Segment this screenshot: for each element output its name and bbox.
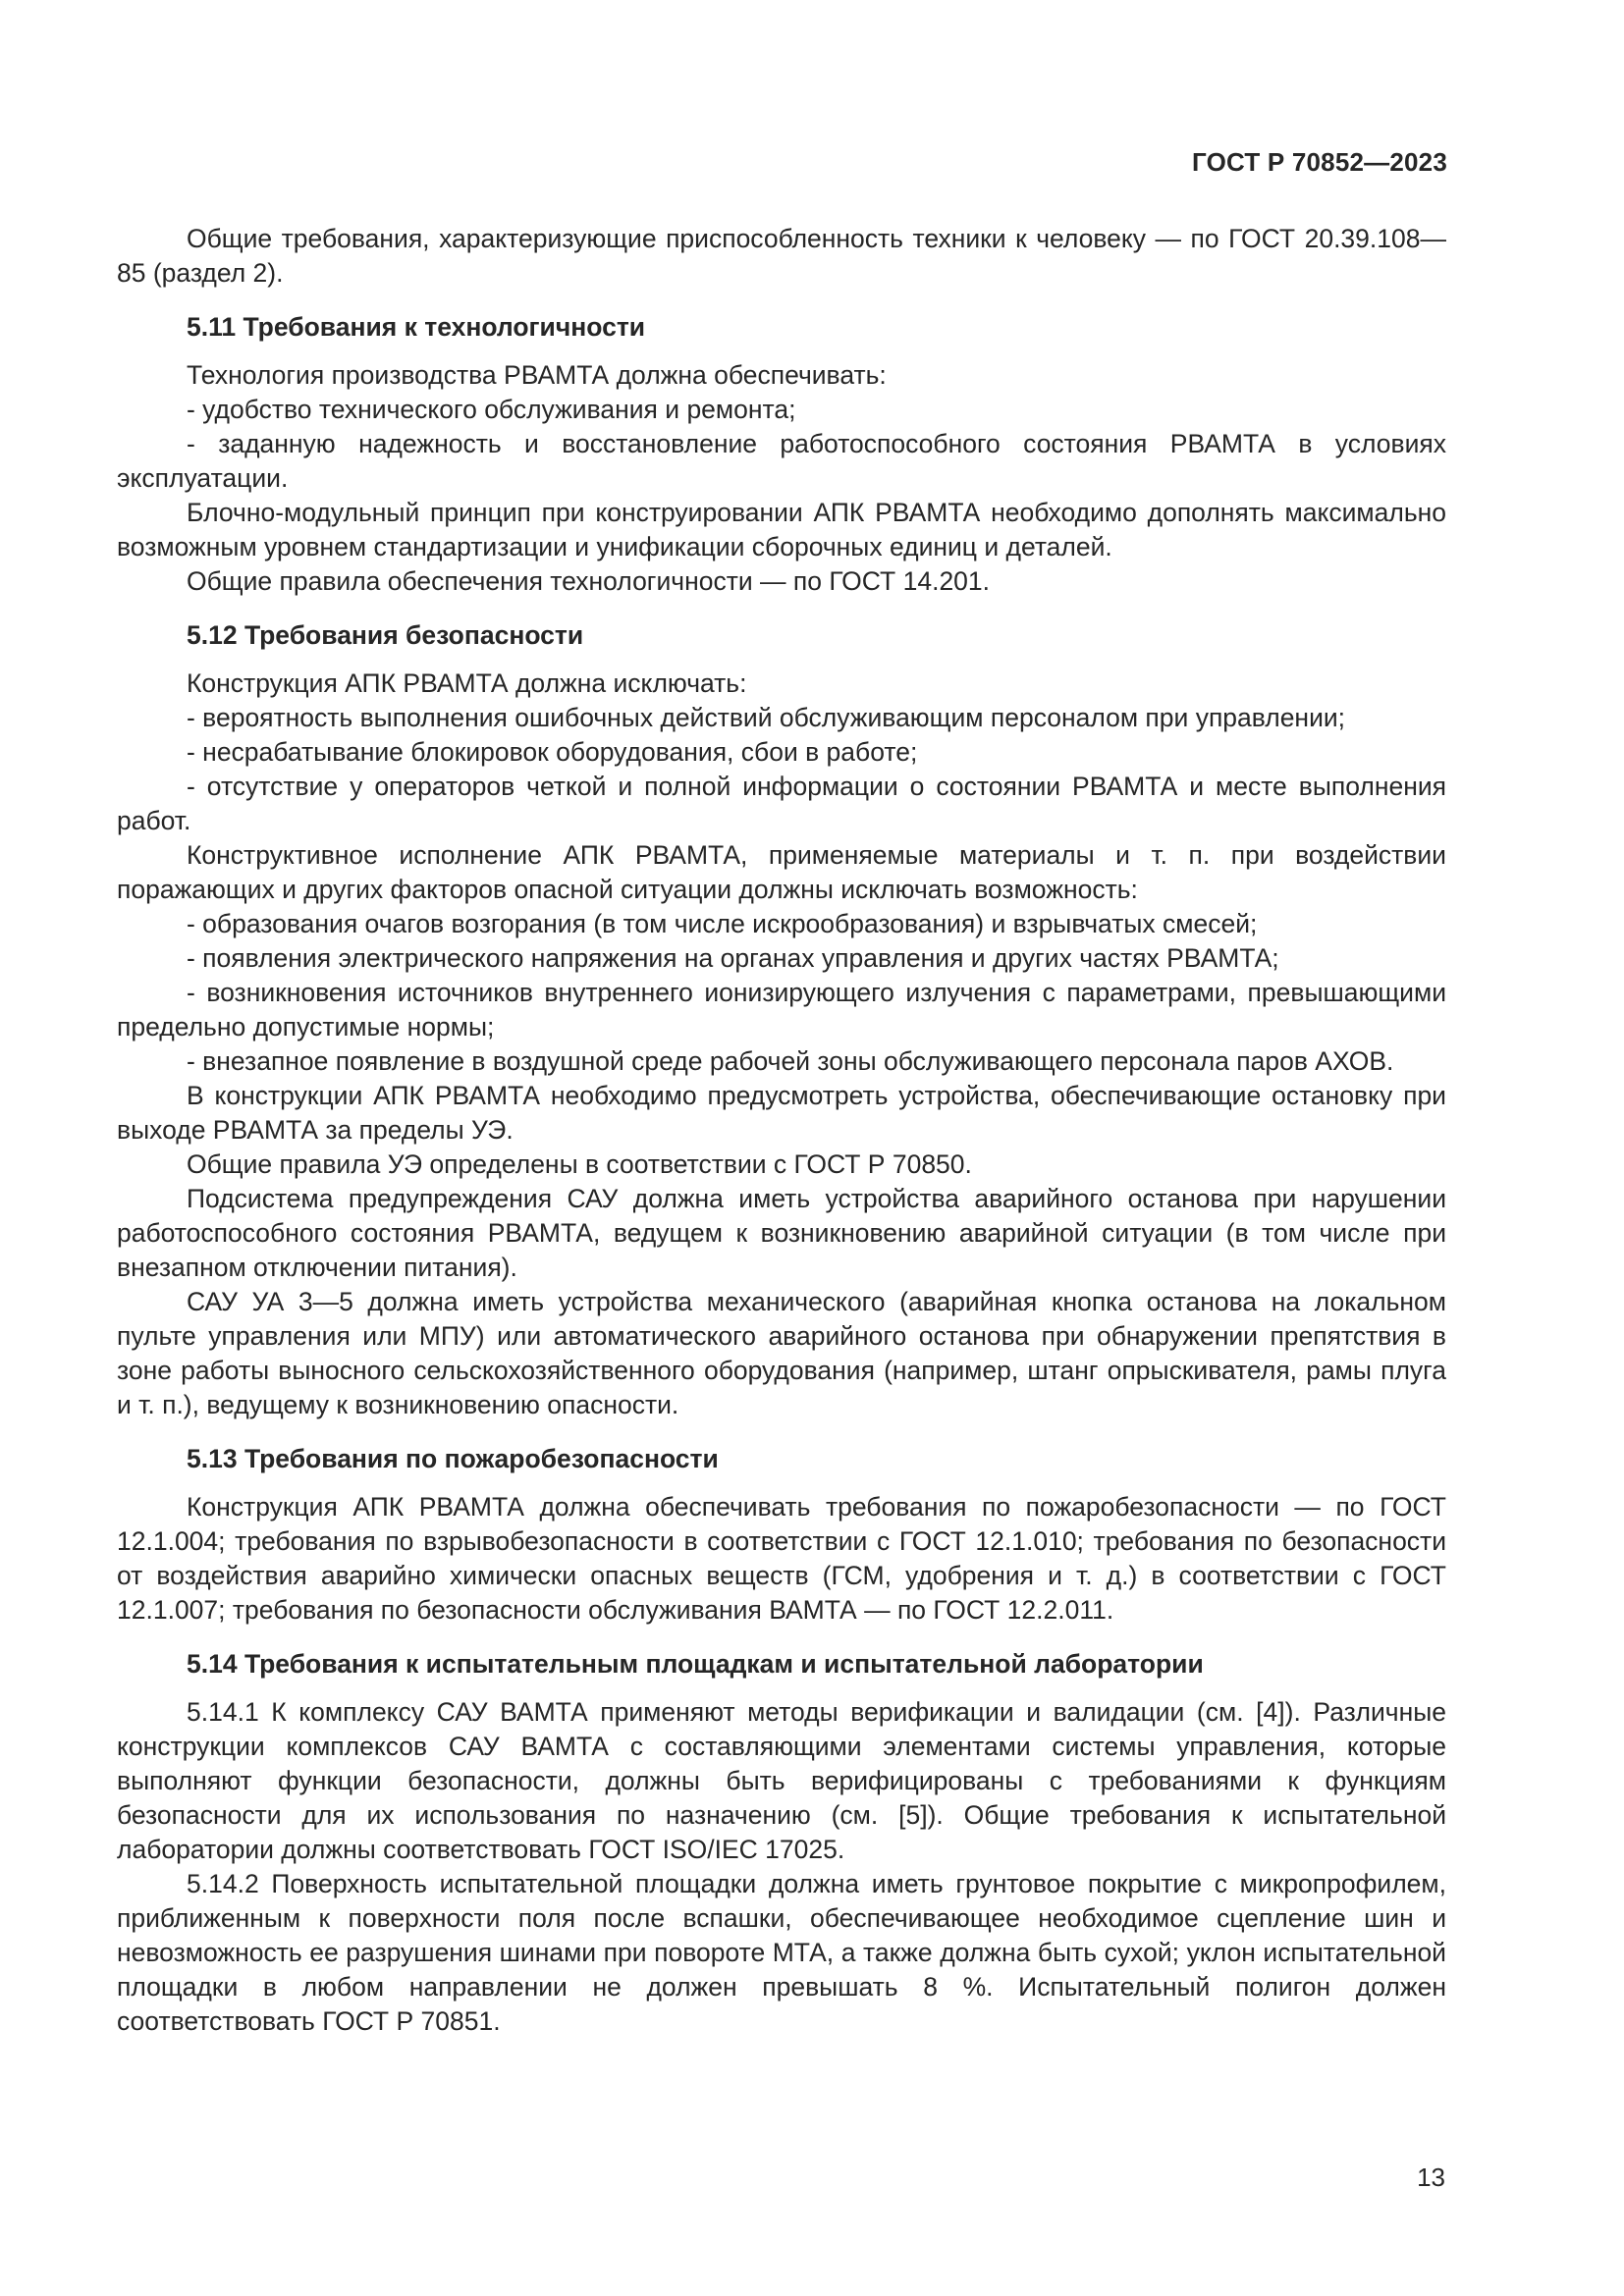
list-item: - возникновения источников внутреннего ионизирующего излучения с параметрами, превышающими предельно допустимые нормы; [117,978,1446,1041]
paragraph: Общие правила УЭ определены в соответствии с ГОСТ Р 70850. [187,1149,972,1179]
list-item: - удобство технического обслуживания и ремонта; [187,395,796,424]
list-item: - несрабатывание блокировок оборудования, сбои в работе; [187,737,918,767]
paragraph: 5.14.2 Поверхность испытательной площадки должна иметь грунтовое покрытие с микропрофилем, приближенным к поверхности поля после вспашки, обеспечивающее необходимое сцепление шин и невозможность ее разрушения шинами при повороте МТА, а также должна быть сухой; уклон испытательной площадки в любом направлении не должен превышать 8 %. Испытательный полигон должен соответствовать ГОСТ Р 70851. [117,1869,1446,2036]
paragraph: Общие требования, характеризующие приспособленность техники к человеку — по ГОСТ 20.39.108—85 (раздел 2). [117,224,1446,288]
paragraph: Общие правила обеспечения технологичности — по ГОСТ 14.201. [187,566,991,596]
paragraph: Конструкция АПК РВАМТА должна обеспечивать требования по пожаробезопасности — по ГОСТ 12.1.004; требования по взрывобезопасности в соответствии с ГОСТ 12.1.010; требования по безопасности от воздействия аварийно химически опасных веществ (ГСМ, удобрения и т. д.) в соответствии с ГОСТ 12.1.007; требования по безопасности обслуживания ВАМТА — по ГОСТ 12.2.011. [117,1492,1446,1625]
section-heading-5-14: 5.14 Требования к испытательным площадкам и испытательной лаборатории [187,1649,1204,1679]
list-item: - заданную надежность и восстановление работоспособного состояния РВАМТА в условиях эксплуатации. [117,429,1446,493]
paragraph: В конструкции АПК РВАМТА необходимо предусмотреть устройства, обеспечивающие остановку при выходе РВАМТА за пределы УЭ. [117,1081,1446,1145]
paragraph: САУ УА 3—5 должна иметь устройства механического (аварийная кнопка останова на локальном пульте управления или МПУ) или автоматического аварийного останова при обнаружении препятствия в зоне работы выносного сельскохозяйственного оборудования (например, штанг опрыскивателя, рамы плуга и т. п.), ведущему к возникновению опасности. [117,1287,1446,1419]
list-item: - отсутствие у операторов четкой и полной информации о состоянии РВАМТА и месте выполнения работ. [117,772,1446,835]
paragraph: Технология производства РВАМТА должна обеспечивать: [187,360,887,390]
paragraph: Блочно-модульный принцип при конструировании АПК РВАМТА необходимо дополнять максимально возможным уровнем стандартизации и унификации сборочных единиц и деталей. [117,498,1446,561]
paragraph: Конструктивное исполнение АПК РВАМТА, применяемые материалы и т. п. при воздействии поражающих и других факторов опасной ситуации должны исключать возможность: [117,840,1446,904]
section-heading-5-13: 5.13 Требования по пожаробезопасности [187,1444,719,1473]
paragraph: Конструкция АПК РВАМТА должна исключать: [187,668,747,698]
section-heading-5-12: 5.12 Требования безопасности [187,620,584,650]
section-heading-5-11: 5.11 Требования к технологичности [187,312,646,342]
list-item: - образования очагов возгорания (в том числе искрообразования) и взрывчатых смесей; [187,909,1258,938]
paragraph: Подсистема предупреждения САУ должна иметь устройства аварийного останова при нарушении работоспособного состояния РВАМТА, ведущем к возникновению аварийной ситуации (в том числе при внезапном отключении питания). [117,1184,1446,1282]
document-code-header: ГОСТ Р 70852—2023 [1192,147,1447,177]
list-item: - вероятность выполнения ошибочных действий обслуживающим персоналом при управлении; [187,703,1346,732]
page-number: 13 [1417,2163,1445,2192]
list-item: - внезапное появление в воздушной среде рабочей зоны обслуживающего персонала паров АХОВ. [187,1046,1394,1076]
list-item: - появления электрического напряжения на органах управления и других частях РВАМТА; [187,943,1279,973]
document-body [117,222,1446,2039]
paragraph: 5.14.1 К комплексу САУ ВАМТА применяют методы верификации и валидации (см. [4]). Различные конструкции комплексов САУ ВАМТА с составляющими элементами системы управления, которые выполняют функции безопасности, должны быть верифицированы с требованиями к функциям безопасности для их использования по назначению (см. [5]). Общие требования к испытательной лаборатории должны соответствовать ГОСТ ISO/IEC 17025. [117,1697,1446,1864]
